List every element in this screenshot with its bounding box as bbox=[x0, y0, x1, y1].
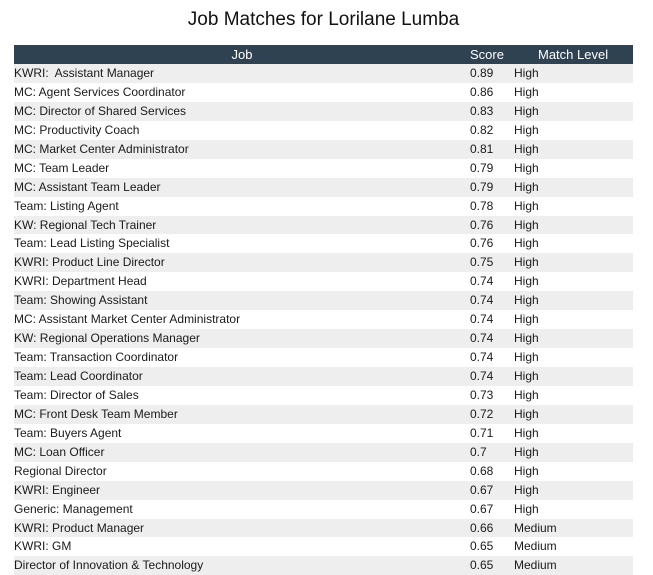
table-row bbox=[14, 64, 633, 83]
table-row bbox=[14, 216, 633, 235]
job-cell: Regional Director bbox=[14, 463, 107, 478]
match-level-cell: High bbox=[514, 255, 539, 270]
job-cell: Team: Lead Coordinator bbox=[14, 369, 143, 383]
job-cell: Team: Listing Agent bbox=[14, 198, 119, 213]
table-row bbox=[14, 197, 633, 216]
table-row bbox=[14, 272, 633, 291]
score-cell: 0.65 bbox=[470, 539, 494, 554]
match-level-cell: High bbox=[514, 331, 539, 346]
score-cell: 0.79 bbox=[470, 160, 494, 175]
table-row bbox=[14, 310, 633, 329]
table-row bbox=[14, 102, 633, 121]
score-cell: 0.65 bbox=[470, 558, 494, 573]
table-row bbox=[14, 159, 633, 178]
score-cell: 0.76 bbox=[470, 236, 494, 251]
table-row bbox=[14, 443, 633, 462]
score-cell: 0.78 bbox=[470, 198, 494, 213]
job-cell: Team: Director of Sales bbox=[14, 387, 139, 402]
table-header bbox=[14, 45, 633, 64]
job-cell: MC: Agent Services Coordinator bbox=[14, 84, 186, 99]
table-row bbox=[14, 121, 633, 140]
job-cell: KWRI: Product Manager bbox=[14, 520, 145, 535]
score-cell: 0.74 bbox=[470, 274, 494, 289]
job-cell: Team: Buyers Agent bbox=[14, 425, 122, 440]
job-matches-table bbox=[14, 45, 633, 575]
table-row bbox=[14, 424, 633, 443]
table-row bbox=[14, 291, 633, 310]
score-cell: 0.67 bbox=[470, 482, 494, 497]
job-cell: KWRI: Engineer bbox=[14, 482, 101, 497]
score-cell: 0.89 bbox=[470, 66, 494, 80]
job-cell: KW: Regional Tech Trainer bbox=[14, 217, 157, 232]
match-level-cell: Medium bbox=[514, 558, 557, 573]
job-cell: KWRI: GM bbox=[14, 539, 72, 554]
score-cell: 0.81 bbox=[470, 141, 494, 156]
match-level-cell: High bbox=[514, 312, 539, 327]
table-row bbox=[14, 253, 633, 272]
match-level-cell: High bbox=[514, 293, 539, 308]
match-level-cell: High bbox=[514, 463, 539, 478]
score-cell: 0.82 bbox=[470, 122, 494, 137]
score-cell: 0.73 bbox=[470, 387, 494, 402]
score-cell: 0.74 bbox=[470, 369, 494, 383]
table-row bbox=[14, 329, 633, 348]
column-header-match-level: Match Level bbox=[538, 47, 609, 62]
job-cell: MC: Director of Shared Services bbox=[14, 103, 187, 118]
column-header-score: Score bbox=[470, 47, 504, 62]
job-cell: Team: Showing Assistant bbox=[14, 293, 148, 308]
match-level-cell: High bbox=[514, 122, 539, 137]
score-cell: 0.71 bbox=[470, 425, 494, 440]
match-level-cell: High bbox=[514, 350, 539, 365]
table-row bbox=[14, 367, 633, 386]
page-title: Job Matches for Lorilane Lumba bbox=[187, 9, 460, 30]
match-level-cell: High bbox=[514, 501, 539, 516]
score-cell: 0.7 bbox=[470, 444, 487, 459]
table-row bbox=[14, 234, 633, 253]
match-level-cell: High bbox=[514, 198, 539, 213]
table-row bbox=[14, 405, 633, 424]
job-cell: Director of Innovation & Technology bbox=[14, 558, 204, 573]
match-level-cell: High bbox=[514, 217, 539, 232]
job-cell: Team: Transaction Coordinator bbox=[14, 350, 179, 365]
match-level-cell: High bbox=[514, 406, 539, 421]
table-row bbox=[14, 462, 633, 481]
table-row bbox=[14, 178, 633, 197]
table-row bbox=[14, 348, 633, 367]
job-cell: MC: Assistant Team Leader bbox=[14, 179, 161, 194]
job-cell: Generic: Management bbox=[14, 501, 133, 516]
match-level-cell: High bbox=[514, 66, 539, 80]
match-level-cell: Medium bbox=[514, 539, 557, 554]
job-cell: MC: Market Center Administrator bbox=[14, 141, 189, 156]
job-cell: MC: Productivity Coach bbox=[14, 122, 140, 137]
score-cell: 0.66 bbox=[470, 520, 494, 535]
table-row bbox=[14, 556, 633, 575]
match-level-cell: High bbox=[514, 141, 539, 156]
score-cell: 0.79 bbox=[470, 179, 494, 194]
score-cell: 0.67 bbox=[470, 501, 494, 516]
score-cell: 0.68 bbox=[470, 463, 494, 478]
match-level-cell: High bbox=[514, 444, 539, 459]
job-cell: MC: Loan Officer bbox=[14, 444, 105, 459]
table-row bbox=[14, 500, 633, 519]
score-cell: 0.76 bbox=[470, 217, 494, 232]
table-row bbox=[14, 519, 633, 538]
table-row bbox=[14, 386, 633, 405]
score-cell: 0.74 bbox=[470, 350, 494, 365]
match-level-cell: High bbox=[514, 425, 539, 440]
match-level-cell: High bbox=[514, 179, 539, 194]
job-cell: KWRI: Product Line Director bbox=[14, 255, 165, 270]
match-level-cell: High bbox=[514, 160, 539, 175]
score-cell: 0.72 bbox=[470, 406, 494, 421]
match-level-cell: High bbox=[514, 274, 539, 289]
match-level-cell: High bbox=[514, 236, 539, 251]
score-cell: 0.74 bbox=[470, 331, 494, 346]
job-cell: Team: Lead Listing Specialist bbox=[14, 236, 170, 251]
match-level-cell: High bbox=[514, 103, 539, 118]
table-row bbox=[14, 481, 633, 500]
table-body bbox=[14, 64, 633, 575]
job-cell: MC: Front Desk Team Member bbox=[14, 406, 178, 421]
job-cell: KWRI: Department Head bbox=[14, 274, 147, 289]
match-level-cell: High bbox=[514, 387, 539, 402]
score-cell: 0.74 bbox=[470, 293, 494, 308]
match-level-cell: Medium bbox=[514, 520, 557, 535]
table-row bbox=[14, 83, 633, 102]
score-cell: 0.86 bbox=[470, 84, 494, 99]
job-cell: MC: Team Leader bbox=[14, 160, 110, 175]
score-cell: 0.83 bbox=[470, 103, 494, 118]
job-cell: KW: Regional Operations Manager bbox=[14, 331, 200, 346]
score-cell: 0.74 bbox=[470, 312, 494, 327]
job-cell: MC: Assistant Market Center Administrator bbox=[14, 312, 241, 327]
column-header-job: Job bbox=[231, 47, 253, 62]
table-row bbox=[14, 537, 633, 556]
match-level-cell: High bbox=[514, 482, 539, 497]
match-level-cell: High bbox=[514, 84, 539, 99]
match-level-cell: High bbox=[514, 369, 539, 383]
score-cell: 0.75 bbox=[470, 255, 494, 270]
job-cell: KWRI: Assistant Manager bbox=[14, 66, 155, 80]
table-row bbox=[14, 140, 633, 159]
